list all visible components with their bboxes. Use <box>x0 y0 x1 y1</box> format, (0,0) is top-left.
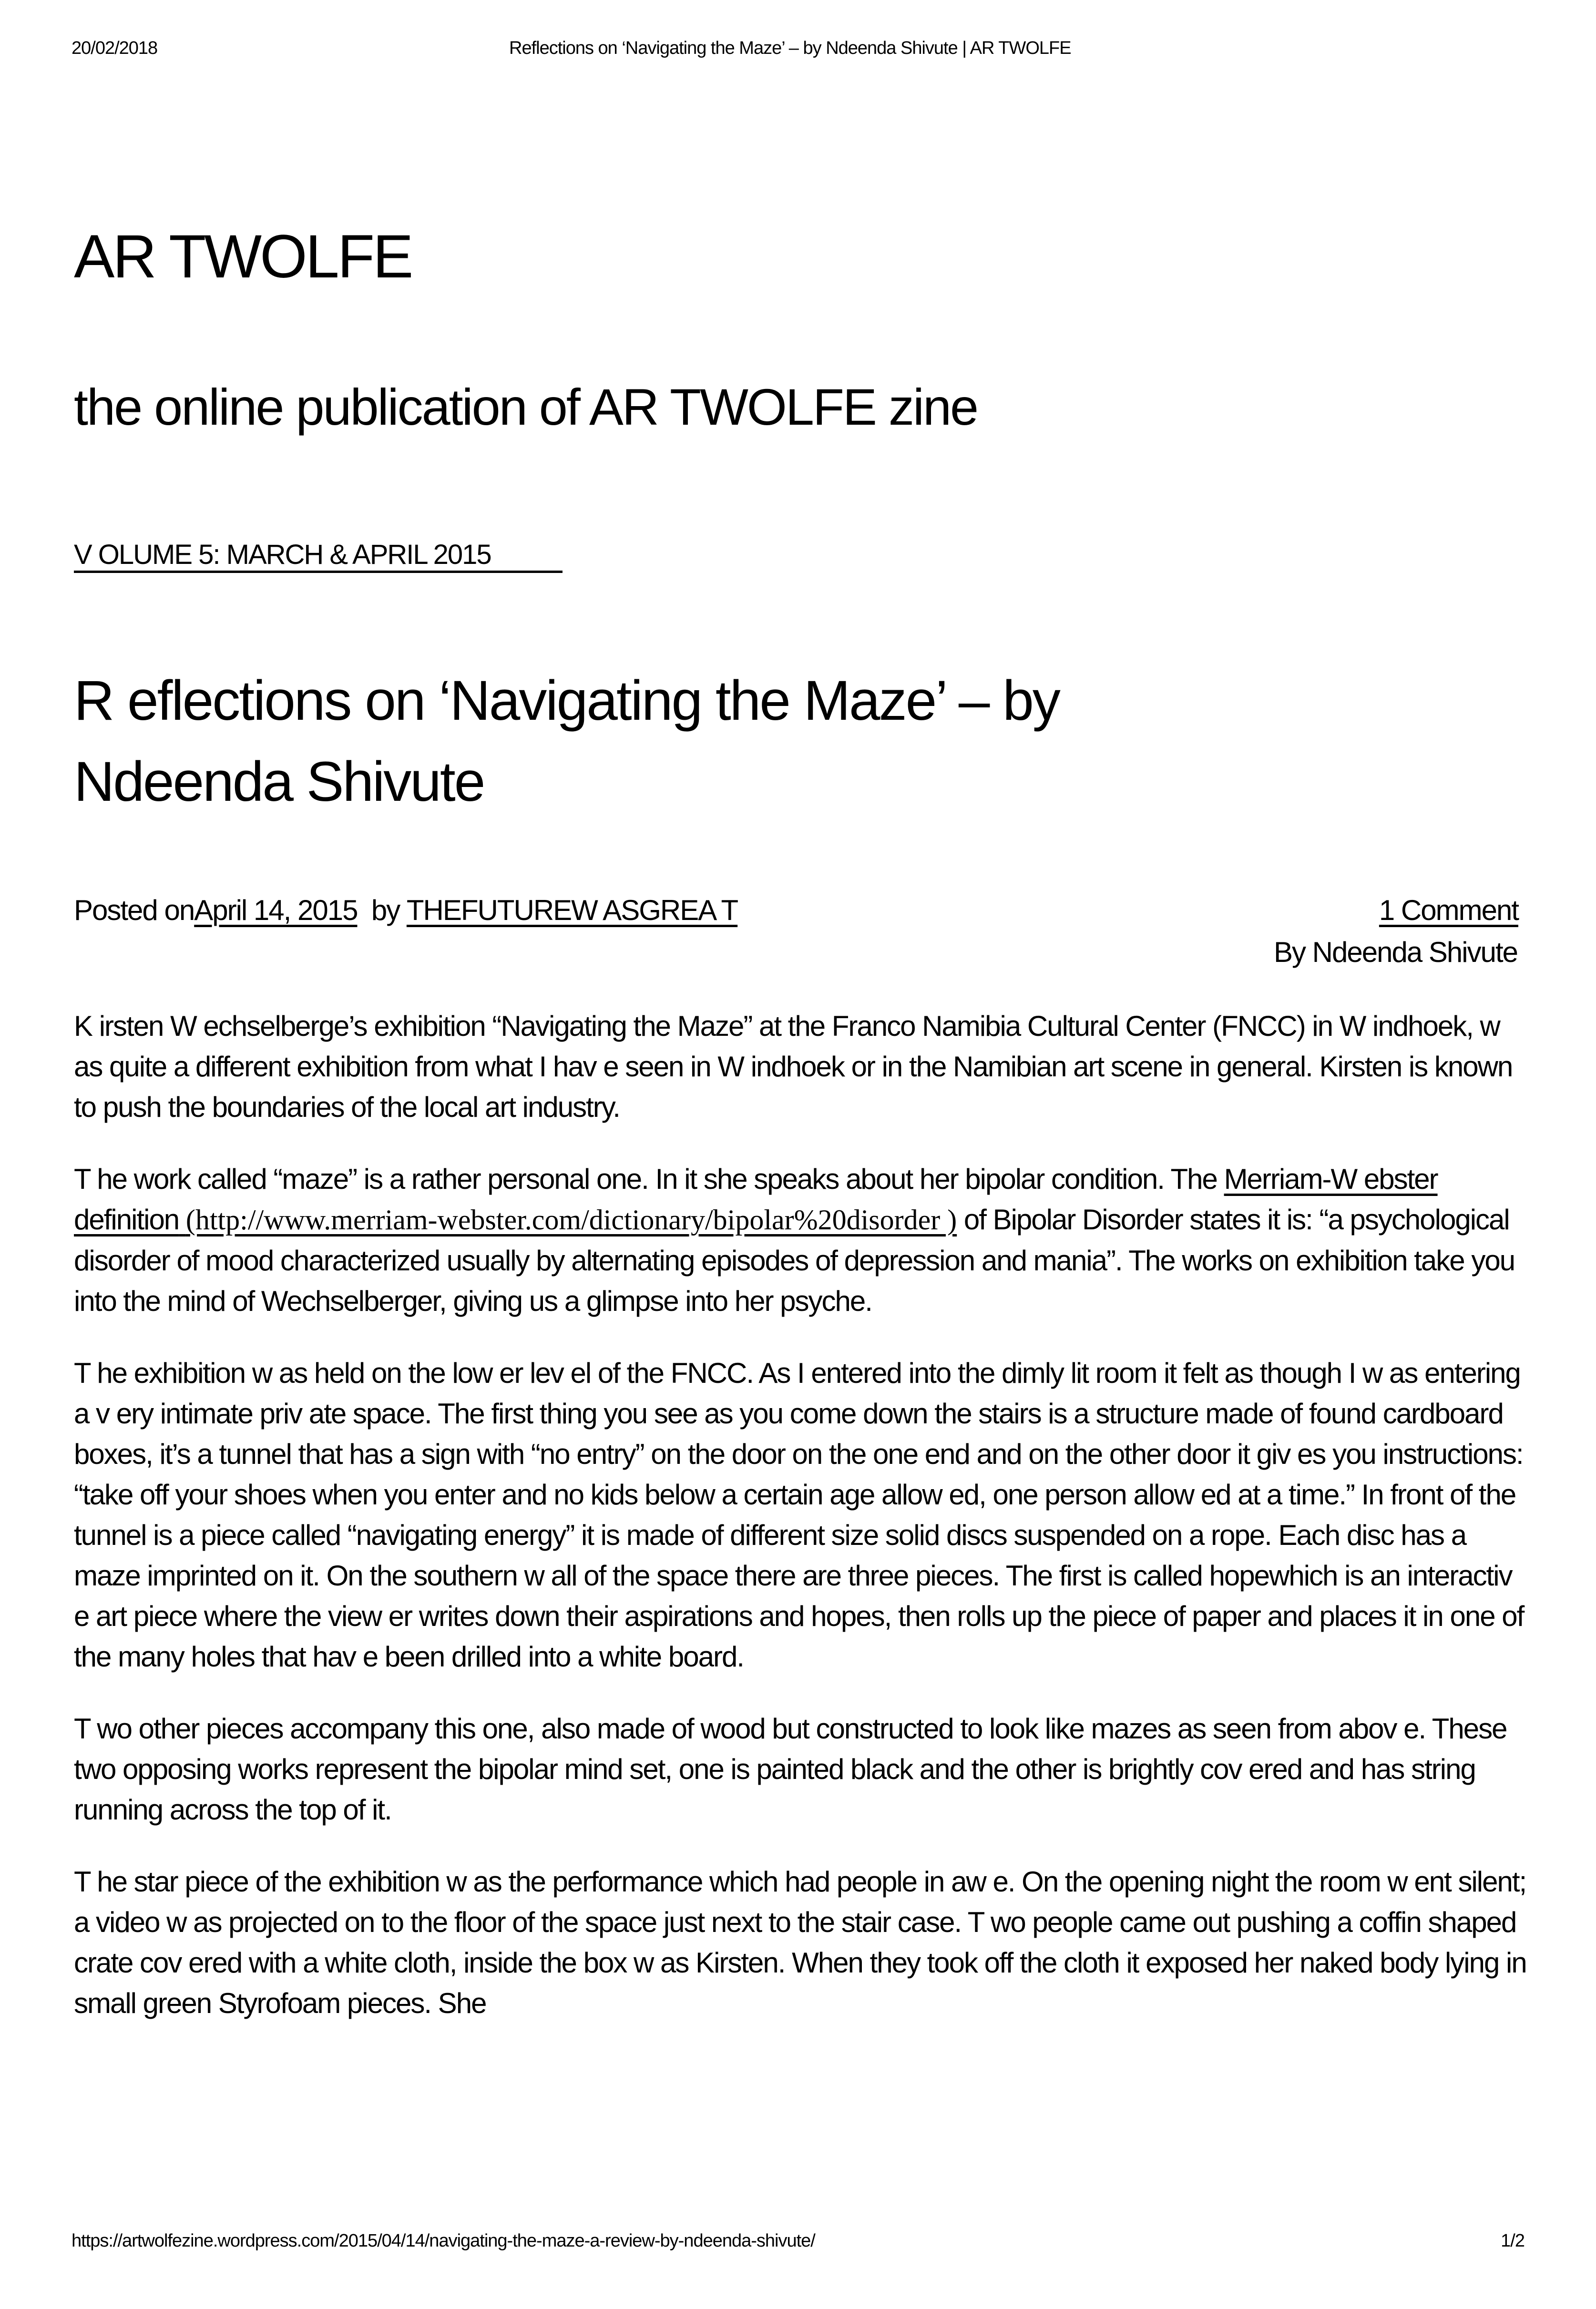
paragraph-1: K irsten W echselberge’s exhibition “Navigating the Maze” at the Franco Namibia Cultural Center (FNCC) in W indhoek, w as quite a different exhibition from what I hav e seen in W indhoek or in the Namibian art scene in general. Kirsten is known to push the boundaries of the local art industry. <box>74 1010 1513 1123</box>
merriam-webster-link-url: (http://www.merriam-webster.com/dictionary/bipolar%20disorder ) <box>185 1204 957 1236</box>
post-title <box>74 660 1409 822</box>
print-header <box>0 38 1596 67</box>
post-meta <box>74 896 1518 925</box>
paragraph-2 <box>74 1159 1528 1321</box>
paragraph-5: T he star piece of the exhibition w as the performance which had people in aw e. On the opening night the room w ent silent; a video w as projected on to the floor of the space just next to the stair case. T wo people came out pushing a coffin shaped crate cov ered with a white cloth, inside the box w as Kirsten. When they took off the cloth it exposed her naked body lying in small green Styrofoam pieces. She <box>74 1866 1526 2019</box>
merriam-webster-link-label: Merriam-W ebster definition <box>74 1163 1438 1236</box>
print-footer <box>0 2231 1596 2259</box>
site-description: the online publication of AR TWOLFE zine <box>74 378 978 436</box>
paragraph-2-after: of Bipolar Disorder states it is: “a psychological disorder of mood characterized usually by alternating episodes of depression and mania”. The works on exhibition take you into the mind of Wechselberger, giving us a glimpse into her psyche. <box>74 1204 1515 1317</box>
category-link[interactable]: V OLUME 5: MARCH & APRIL 2015 <box>74 541 563 573</box>
post-title-line-2: Ndeenda Shivute <box>74 750 484 813</box>
site-title[interactable]: AR TWOLFE <box>74 223 412 291</box>
print-url: https://artwolfezine.wordpress.com/2015/04/14/navigating-the-maze-a-review-by-ndeenda-shivute/ <box>72 2231 815 2251</box>
print-page-title: Reflections on ‘Navigating the Maze’ – by Ndeenda Shivute | AR TWOLFE <box>509 38 1071 58</box>
post-title-line-1: R eflections on ‘Navigating the Maze’ – by <box>74 669 1059 732</box>
post-content <box>74 1006 1528 2055</box>
print-date: 20/02/2018 <box>72 38 158 58</box>
paragraph-4: T wo other pieces accompany this one, also made of wood but constructed to look like mazes as seen from abov e. These two opposing works represent the bipolar mind set, one is painted black and the other is brightly cov ered and has string running across the top of it. <box>74 1713 1507 1826</box>
byline: By Ndeenda Shivute <box>1273 936 1517 968</box>
comments-link[interactable]: 1 Comment <box>1379 894 1518 926</box>
author-link[interactable]: THEFUTUREW ASGREA T <box>406 894 738 926</box>
post-date-link[interactable]: April 14, 2015 <box>194 894 358 926</box>
paragraph-2-before: T he work called “maze” is a rather personal one. In it she speaks about her bipolar condition. The <box>74 1163 1217 1195</box>
page-number: 1/2 <box>1501 2231 1524 2251</box>
paragraph-3: T he exhibition w as held on the low er lev el of the FNCC. As I entered into the dimly lit room it felt as though I w as entering a v ery intimate priv ate space. The first thing you see as you come down the stairs is a structure made of found cardboard boxes, it’s a tunnel that has a sign with “no entry” on the door on the one end and on the other door it giv es you instructions: “take off your shoes when you enter and no kids below a certain age allow ed, one person allow ed at a time.” In front of the tunnel is a piece called “navigating energy” it is made of different size solid discs suspended on a rope. Each disc has a maze imprinted on it. On the southern w all of the space there are three pieces. The first is called hopewhich is an interactiv e art piece where the view er writes down their aspirations and hopes, then rolls up the piece of paper and places it in one of the many holes that hav e been drilled into a white board. <box>74 1357 1524 1673</box>
posted-on-label: Posted on <box>74 894 194 926</box>
by-label: by <box>371 894 400 926</box>
